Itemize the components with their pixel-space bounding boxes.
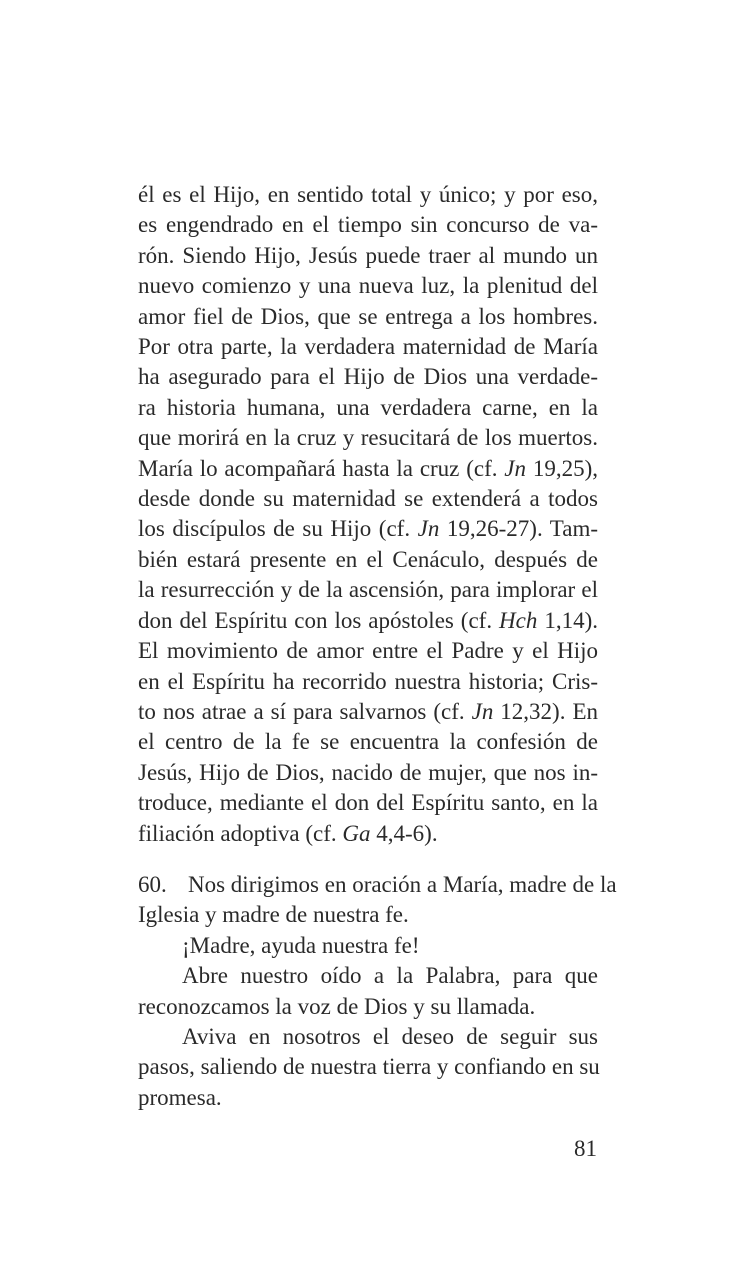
prayer-line: pasos, saliendo de nuestra tierra y confiando en su (138, 1054, 600, 1080)
prayer-line: Abre nuestro oído a la Palabra, para que (182, 963, 598, 989)
text-line: en el Espíritu ha recorrido nuestra historia; Cris- (138, 668, 598, 694)
text-line: él es el Hijo, en sentido total y único; y por eso, (138, 182, 598, 207)
text-line: 60. Nos dirigimos en oración a María, madre de la (138, 870, 598, 900)
text-line: filiación adoptiva (cf. Ga 4,4-6). (138, 820, 438, 846)
scripture-reference: Jn (417, 516, 440, 542)
text-line: to nos atrae a sí para salvarnos (cf. Jn 12,32). En (138, 698, 598, 724)
paragraph-spacer (138, 849, 598, 870)
paragraph-number: 60. (138, 871, 167, 897)
text-line: rón. Siendo Hijo, Jesús puede traer al mundo un (138, 242, 598, 268)
text-line: que morirá en la cruz y resucitará de los muertos. (138, 425, 598, 451)
text-line: es engendrado en el tiempo sin concurso de va- (138, 212, 598, 238)
text-line: Iglesia y madre de nuestra fe. (138, 902, 409, 928)
text-line: bién estará presente en el Cenáculo, después de (138, 546, 598, 572)
scripture-reference: Jn (471, 698, 494, 724)
text-line: Por otra parte, la verdadera maternidad de María (138, 334, 598, 360)
text-line: los discípulos de su Hijo (cf. Jn 19,26-27). Tam- (138, 516, 599, 542)
text-line: desde donde su maternidad se extenderá a todos (138, 486, 598, 512)
paragraph-60 (138, 870, 617, 1113)
page-number: 81 (574, 1136, 597, 1161)
text-line: amor fiel de Dios, que se entrega a los hombres. (138, 303, 598, 329)
text-line: María lo acompañará hasta la cruz (cf. Jn 19,25), (138, 455, 598, 481)
prayer-line: reconozcamos la voz de Dios y su llamada. (138, 993, 536, 1019)
scripture-reference: Hch (499, 607, 538, 633)
prayer-line: promesa. (138, 1084, 222, 1110)
text-line: nuevo comienzo y una nueva luz, la plenitud del (138, 273, 598, 299)
text-line: don del Espíritu con los apóstoles (cf. Hch 1,14). (138, 607, 598, 633)
text-line: la resurrección y de la ascensión, para implorar el (138, 577, 598, 603)
text-line: ha asegurado para el Hijo de Dios una verdade- (138, 364, 598, 390)
prayer-line: ¡Madre, ayuda nuestra fe! (182, 932, 420, 958)
prayer-line: Aviva en nosotros el deseo de seguir sus (182, 1023, 598, 1049)
text-line: Jesús, Hijo de Dios, nacido de mujer, que nos in- (138, 759, 598, 785)
text-line: ra historia humana, una verdadera carne, en la (138, 394, 598, 420)
text-line: troduce, mediante el don del Espíritu santo, en la (138, 790, 598, 816)
text-line: el centro de la fe se encuentra la confesión de (138, 729, 598, 755)
scripture-reference: Ga (342, 820, 371, 846)
paragraph-59 (138, 180, 598, 849)
scripture-reference: Jn (504, 455, 527, 481)
page-body (138, 180, 617, 1113)
text-line: El movimiento de amor entre el Padre y el Hijo (138, 638, 598, 664)
